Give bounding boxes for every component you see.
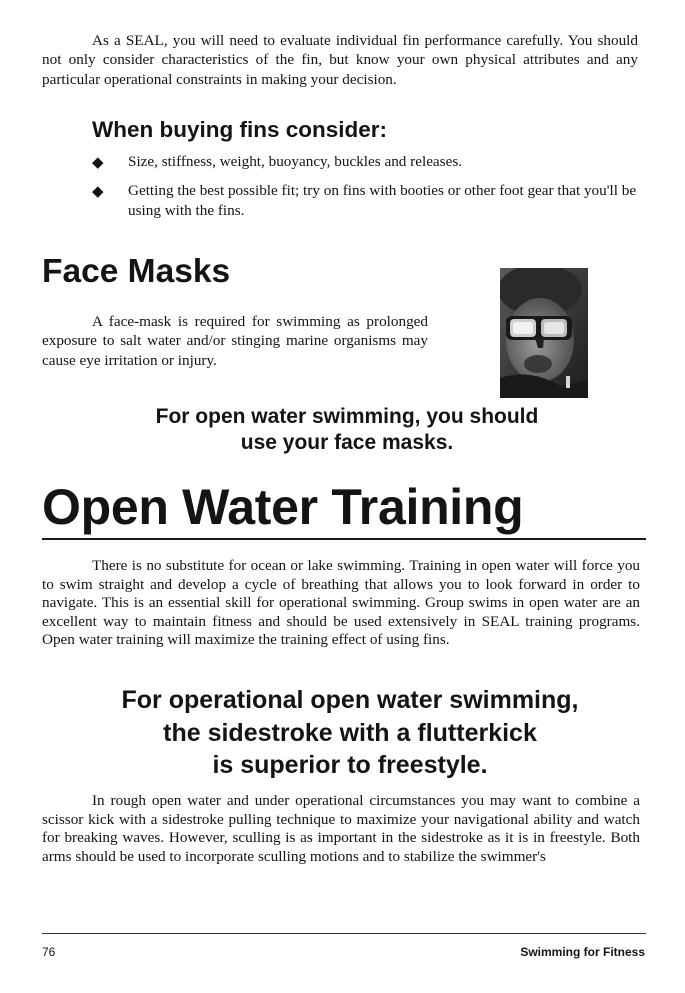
face-masks-paragraph [42, 312, 428, 370]
callout-line: For operational open water swimming, [121, 686, 579, 714]
sidestroke-callout [60, 684, 640, 782]
fins-bullet-list [92, 152, 640, 230]
open-water-paragraph [42, 557, 640, 650]
face-mask-callout: For open water swimming, you should use your face masks. [155, 405, 539, 454]
bullet-text: Size, stiffness, weight, buoyancy, buckles and releases. [128, 153, 463, 170]
fins-heading: When buying fins consider: [92, 117, 388, 142]
diamond-bullet-icon: ◆ [92, 184, 104, 201]
diamond-bullet-icon: ◆ [92, 155, 104, 171]
intro-first-line: As a SEAL, you will need to evaluate individual fin performance [92, 32, 502, 49]
running-footer-title: Swimming for Fitness [520, 945, 645, 959]
heading-divider [42, 538, 646, 540]
open-water-heading: Open Water Training [42, 479, 524, 535]
rough-rest: want to combine a scissor kick with a sidestroke pulling technique to maximize your navigational ability and watch for breaking waves. However, sculling is as important in the sidestroke as it is in freestyle. Both arms should be used to incorporate sculling motions and to stabilize the swimmer's [42, 792, 641, 865]
face-masks-first-line: A face-mask is required for swimming as [92, 313, 360, 330]
intro-paragraph [42, 31, 638, 89]
list-item [92, 152, 640, 171]
footer-divider [42, 933, 646, 934]
page-number: 76 [42, 945, 56, 959]
rough-first-line: In rough open water and under operational circumstances you may [92, 792, 517, 809]
intro-rest: carefully. You should not only consider characteristics of the fin, but know your own physical attributes and any particular operational constraints in making your decision. [42, 32, 638, 88]
face-masks-rest: prolonged exposure to salt water and/or stinging marine organisms may cause eye irritation or injury. [42, 313, 429, 369]
rough-water-paragraph [42, 792, 640, 866]
open-water-rest: water will force you to swim straight and develop a cycle of breathing that allows you to look forward in order to navigate. This is an essential skill for operational swimming. Group swims in open water are an excellent way to maintain fitness and should be used extensively in SEAL training programs. Open water training will maximize the training effect of using fins. [42, 557, 641, 648]
open-water-first-line: There is no substitute for ocean or lake swimming. Training in open [92, 557, 512, 574]
bullet-text: Getting the best possible fit; try on fins with booties or other foot gear that you'll be using with the fins. [128, 182, 637, 219]
diver-mask-photo [500, 268, 588, 398]
callout-line: is superior to freestyle. [212, 751, 488, 779]
callout-line: the sidestroke with a flutterkick [163, 718, 537, 747]
list-item [92, 181, 640, 220]
face-masks-heading: Face Masks [42, 253, 231, 290]
